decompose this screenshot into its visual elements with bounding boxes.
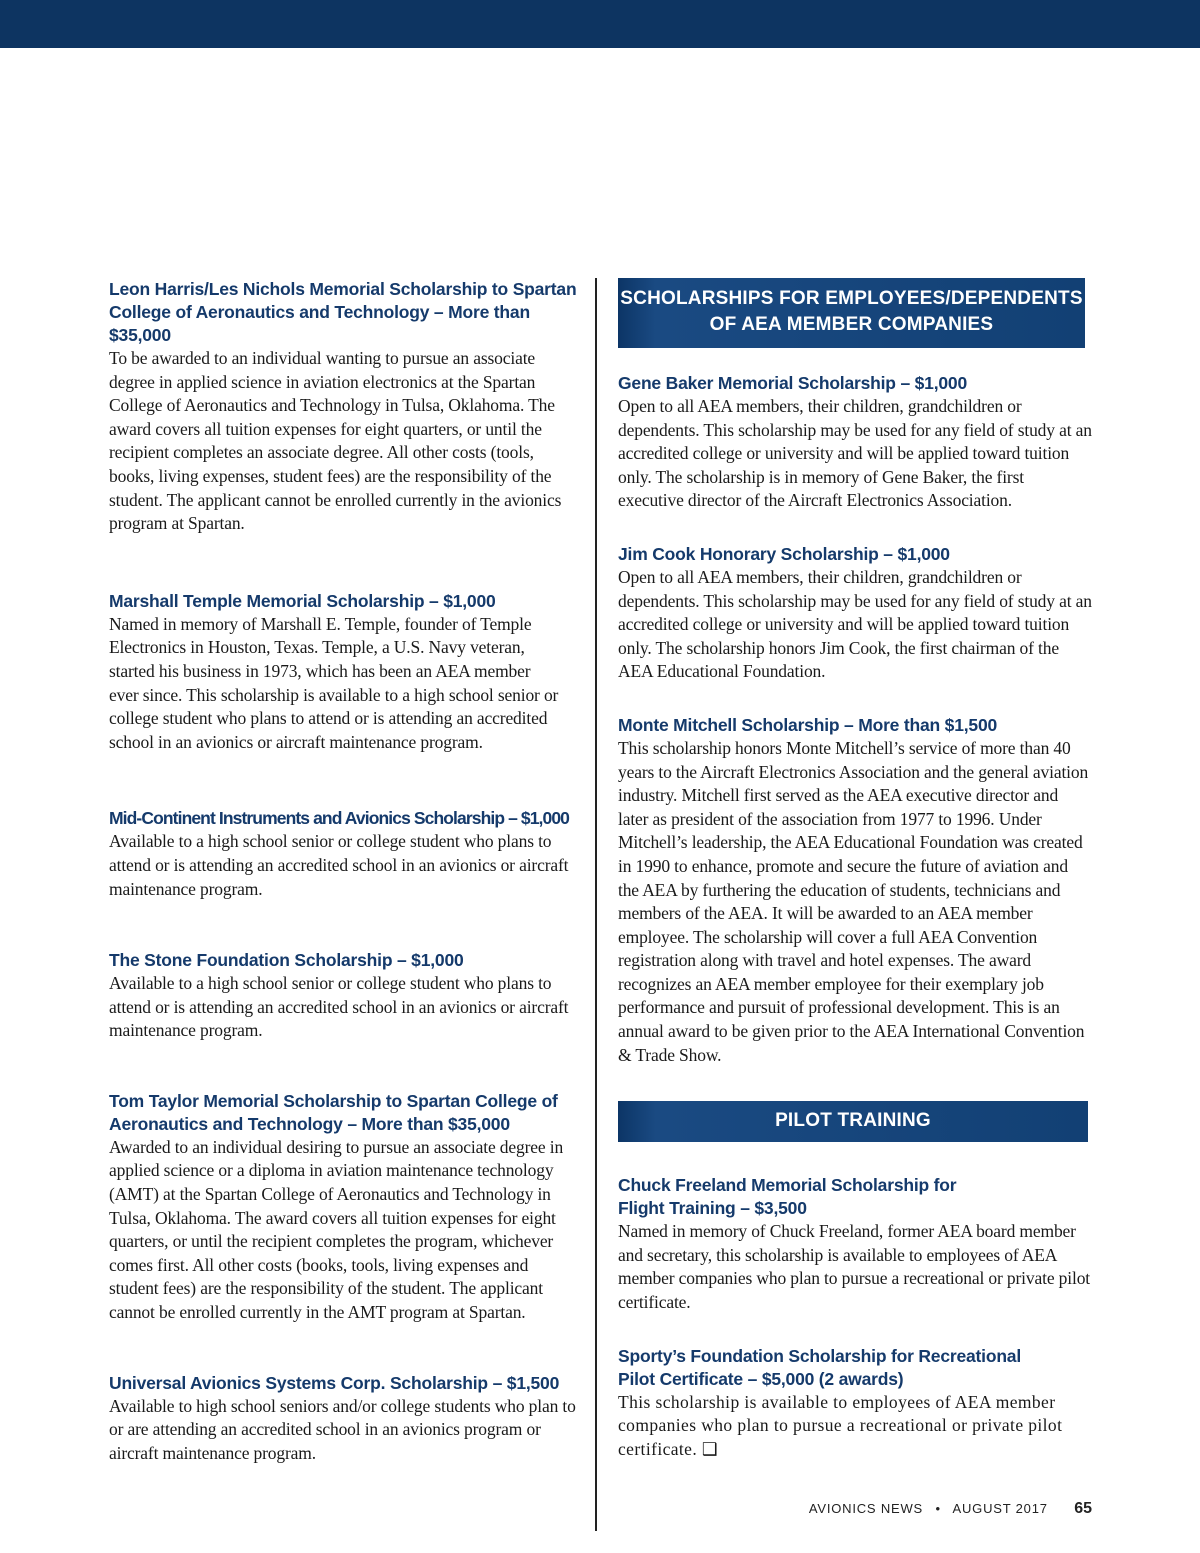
scholarship-entry	[618, 714, 1092, 1067]
scholarship-entry	[109, 1090, 577, 1325]
page-footer	[809, 1500, 1092, 1518]
employees-dependents-section-banner: SCHOLARSHIPS FOR EMPLOYEES/DEPENDENTS OF AEA MEMBER COMPANIES	[618, 278, 1085, 348]
scholarship-entry	[109, 278, 581, 536]
scholarship-title: Universal Avionics Systems Corp. Scholarship – $1,500	[109, 1372, 560, 1393]
left-column	[109, 278, 583, 1465]
scholarship-entry	[109, 949, 583, 1043]
scholarship-entry	[618, 1345, 1092, 1462]
scholarship-title: Monte Mitchell Scholarship – More than $1,500	[618, 714, 998, 735]
scholarship-title: Jim Cook Honorary Scholarship – $1,000	[618, 543, 950, 564]
scholarship-title: Mid-Continent Instruments and Avionics Scholarship – $1,000	[109, 808, 570, 829]
scholarship-entry	[618, 543, 1092, 684]
scholarship-description: Open to all AEA members, their children, grandchildren or dependents. This scholarship may be used for any field of study at an accredited college or university and will be applied toward tuition only. The scholarship honors Jim Cook, the first chairman of the AEA Educational Foundation.	[618, 566, 1092, 682]
scholarship-entry	[618, 372, 1092, 513]
top-color-bar	[0, 0, 1200, 48]
scholarship-title: The Stone Foundation Scholarship – $1,000	[109, 950, 464, 971]
pilot-training-section-banner: PILOT TRAINING	[618, 1101, 1088, 1142]
footer-separator: •	[935, 1501, 941, 1516]
scholarship-title: Tom Taylor Memorial Scholarship to Spartan College of Aeronautics and Technology – More than $35,000	[109, 1090, 558, 1134]
scholarship-title: Chuck Freeland Memorial Scholarship for Flight Training – $3,500	[618, 1175, 957, 1219]
publication-name: AVIONICS NEWS	[808, 1501, 924, 1516]
scholarship-description: This scholarship is available to employees of AEA member companies who plan to pursue a recreational or private pilot certificate. ❑	[618, 1391, 1063, 1459]
scholarship-description: Available to high school seniors and/or college students who plan to or are attending an accredited school in an avionics program or aircraft maintenance program.	[109, 1395, 576, 1463]
right-column	[618, 278, 1092, 1461]
column-divider	[595, 278, 597, 1531]
scholarship-description: Available to a high school senior or college student who plans to attend or is attending an accredited school in an avionics or aircraft maintenance program.	[109, 973, 569, 1041]
scholarship-description: To be awarded to an individual wanting to pursue an associate degree in applied science in aviation electronics at the Spartan College of Aeronautics and Technology in Tulsa, Oklahoma. The award covers all tuition expenses for eight quarters, or until the recipient completes an associate degree. All other costs (tools, books, living expenses, student fees) are the responsibility of the student. The applicant cannot be enrolled currently in the avionics program at Spartan.	[109, 348, 562, 534]
scholarship-description: Awarded to an individual desiring to pursue an associate degree in applied science or a diploma in aviation maintenance technology (AMT) at the Spartan College of Aeronautics and Technology in Tulsa, Oklahoma. The award covers all tuition expenses for eight quarters, or until the recipient completes the program, whichever comes first. All other costs (books, tools, living expenses and student fees) are the responsibility of the student. The applicant cannot be enrolled currently in the AMT program at Spartan.	[109, 1136, 564, 1323]
scholarship-title: Leon Harris/Les Nichols Memorial Scholarship to Spartan College of Aeronautics and Technology – More than $35,000	[109, 279, 577, 345]
scholarship-entry	[109, 1372, 583, 1466]
scholarship-title: Sporty’s Foundation Scholarship for Recreational Pilot Certificate – $5,000 (2 awards)	[618, 1345, 1022, 1389]
scholarship-description: This scholarship honors Monte Mitchell’s service of more than 40 years to the Aircraft Electronics Association and the general aviation industry. Mitchell first served as the AEA executive director and later as president of the association from 1977 to 1996. Under Mitchell’s leadership, the AEA Educational Foundation was created in 1990 to enhance, promote and secure the future of aviation and the AEA by furthering the education of students, technicians and members of the AEA. It will be awarded to an AEA member employee. The scholarship will cover a full AEA Convention registration along with travel and hotel expenses. The award recognizes an AEA member employee for their exemplary job performance and pursuit of professional development. This is an annual award to be given prior to the AEA International Convention & Trade Show.	[618, 737, 1089, 1065]
scholarship-description: Named in memory of Chuck Freeland, former AEA board member and secretary, this scholarship is available to employees of AEA member companies who plan to pursue a recreational or private pilot certificate.	[618, 1221, 1091, 1313]
scholarship-entry	[109, 807, 583, 901]
scholarship-entry	[618, 1174, 1092, 1314]
page-number: 65	[1074, 1500, 1092, 1517]
scholarship-title: Gene Baker Memorial Scholarship – $1,000	[618, 373, 967, 393]
scholarship-title: Marshall Temple Memorial Scholarship – $1,000	[109, 590, 496, 611]
scholarship-description: Available to a high school senior or college student who plans to attend or is attending an accredited school in an avionics or aircraft maintenance program.	[109, 831, 569, 899]
scholarship-entry	[109, 590, 564, 755]
issue-date: AUGUST 2017	[952, 1501, 1048, 1516]
scholarship-description: Named in memory of Marshall E. Temple, founder of Temple Electronics in Houston, Texas. Temple, a U.S. Navy veteran, started his business in 1973, which has been an AEA member ever since. This scholarship is available to a high school senior or college student who plans to attend or is attending an accredited school in an avionics or aircraft maintenance program.	[109, 613, 559, 752]
scholarship-description: Open to all AEA members, their children, grandchildren or dependents. This scholarship may be used for any field of study at an accredited college or university and will be applied toward tuition only. The scholarship is in memory of Gene Baker, the first executive director of the Aircraft Electronics Association.	[618, 396, 1092, 511]
